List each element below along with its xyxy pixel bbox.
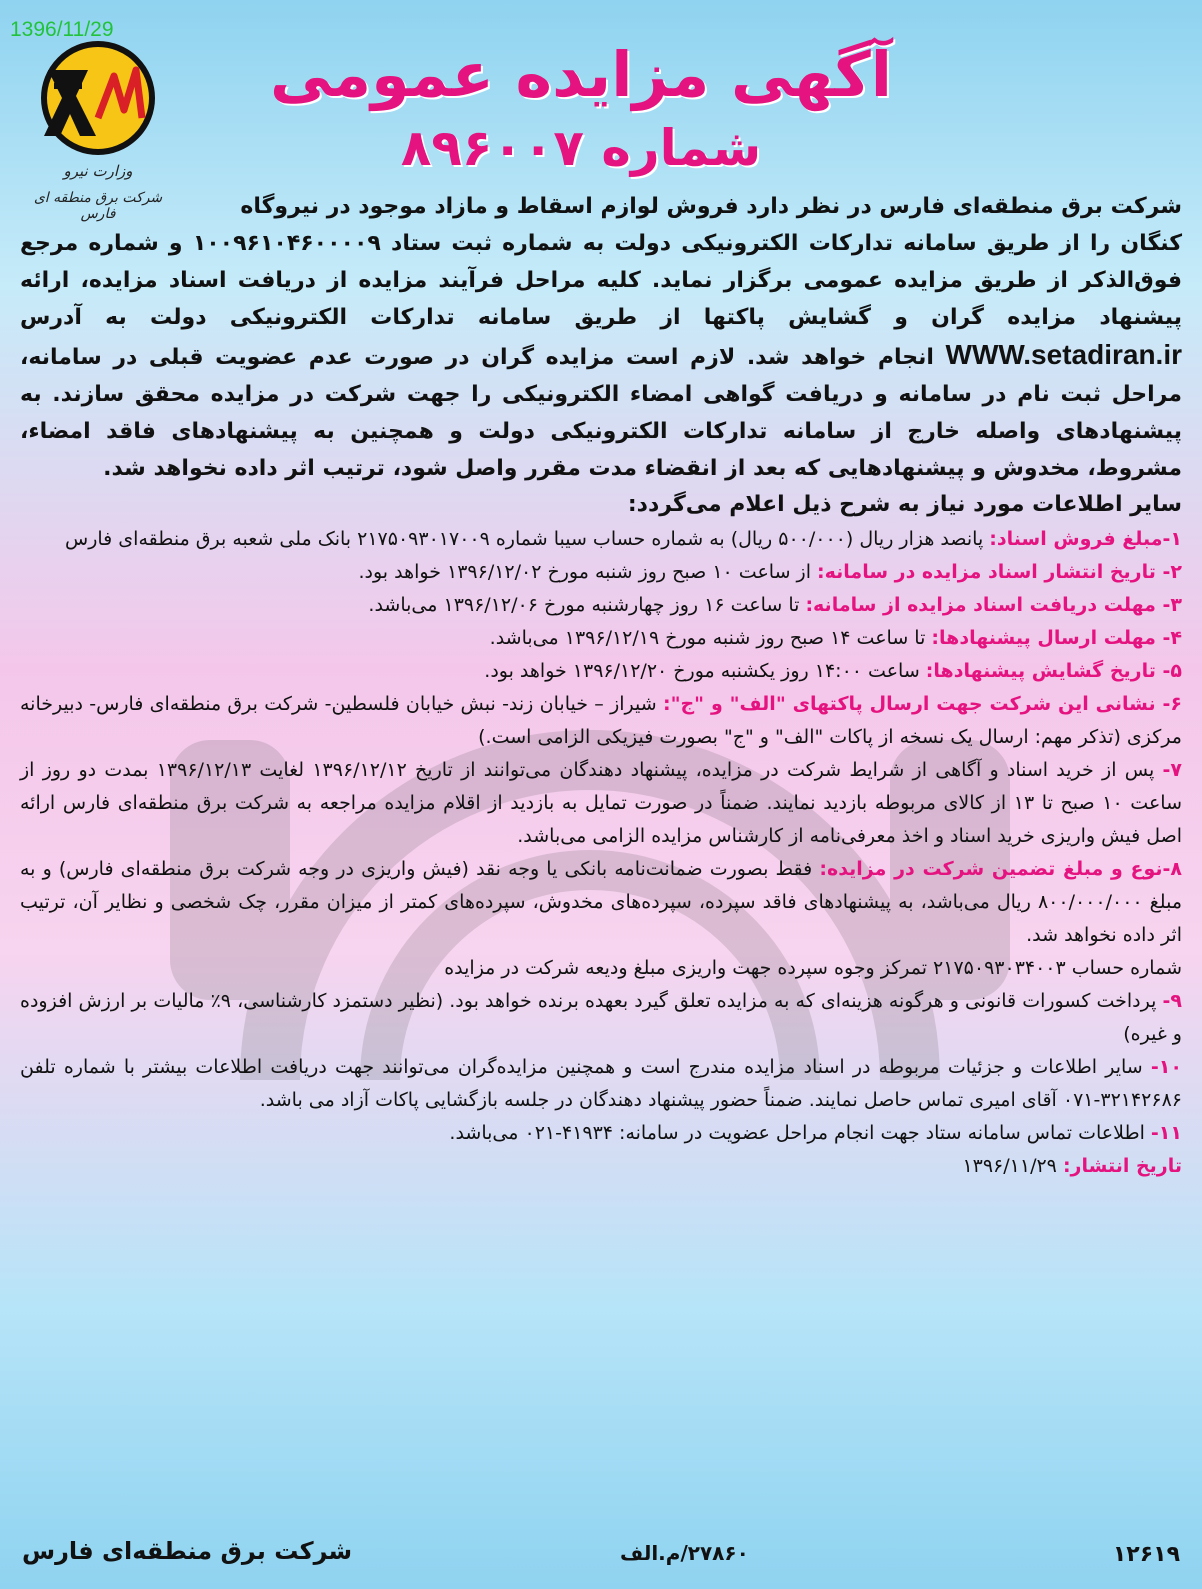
item-3-label: ۳- مهلت دریافت اسناد مزایده از سامانه: bbox=[805, 594, 1182, 616]
item-7-label: ۷- bbox=[1162, 759, 1182, 781]
publish-date-label: تاریخ انتشار: bbox=[1062, 1155, 1182, 1177]
publish-date-value: ۱۳۹۶/۱۱/۲۹ bbox=[962, 1155, 1057, 1177]
item-8 bbox=[20, 853, 1182, 952]
item-4-text: تا ساعت ۱۴ صبح روز شنبه مورخ ۱۳۹۶/۱۲/۱۹ می‌باشد. bbox=[489, 627, 926, 649]
item-6-text: شیراز – خیابان زند- نبش خیابان فلسطین- شرکت برق منطقه‌ای فارس- دبیرخانه مرکزی (تذکر مهم: ارسال یک نسخه از پاکات "الف" و "ج" بصورت فیزیکی الزامی است.) bbox=[20, 693, 1182, 748]
footer-number: ۱۲۶۱۹ bbox=[1112, 1542, 1180, 1567]
footer-company-name: شرکت برق منطقه‌ای فارس bbox=[22, 1537, 353, 1565]
ad-title: آگهی مزایده عمومی bbox=[270, 38, 892, 111]
logo-ministry-text: وزارت نیرو bbox=[63, 162, 133, 180]
item-3 bbox=[20, 589, 1182, 622]
item-1-text: پانصد هزار ریال (۵۰۰/۰۰۰ ریال) به شماره حساب سیبا شماره ۲۱۷۵۰۹۳۰۱۷۰۰۹ بانک ملی شعبه برق منطقه‌ای فارس bbox=[65, 528, 984, 550]
item-4-label: ۴- مهلت ارسال پیشنهادها: bbox=[931, 627, 1182, 649]
item-9-text: پرداخت کسورات قانونی و هرگونه هزینه‌ای که به مزایده تعلق گیرد بعهده برنده خواهد بود. (نظیر دستمزد کارشناسی، ۹٪ مالیات بر ارزش افزوده و غیره) bbox=[20, 990, 1182, 1045]
item-3-text: تا ساعت ۱۶ روز چهارشنبه مورخ ۱۳۹۶/۱۲/۰۶ می‌باشد. bbox=[368, 594, 800, 616]
item-11-text: اطلاعات تماس سامانه ستاد جهت انجام مراحل عضویت در سامانه: ۴۱۹۳۴-۰۲۱ می‌باشد. bbox=[449, 1122, 1145, 1144]
date-stamp: 1396/11/29 bbox=[10, 18, 114, 41]
other-info-heading: سایر اطلاعات مورد نیاز به شرح ذیل اعلام می‌گردد: bbox=[627, 492, 1182, 517]
power-company-emblem-icon bbox=[18, 40, 178, 160]
item-1-label: ۱-مبلغ فروش اسناد: bbox=[989, 528, 1182, 550]
intro-paragraph-part3: انجام خواهد شد. لازم است مزایده گران در صورت عدم عضویت قبلی در سامانه، مراحل ثبت نام در سامانه و دریافت گواهی امضاء الکترونیکی را جهت شرکت در مزایده محقق سازند. به پیشنهادهای واصله خارج از سامانه تدارکات الکترونیکی دولت و همچنین به پیشنهادهای فاقد امضاء، مشروط، مخدوش و پیشنهادهایی که بعد از انقضاء مدت مقرر واصل شود، ترتیب اثر داده نخواهد شد. bbox=[20, 345, 1182, 481]
item-5-label: ۵- تاریخ گشایش پیشنهادها: bbox=[925, 660, 1182, 682]
item-1 bbox=[20, 523, 1182, 556]
item-11-label: ۱۱- bbox=[1150, 1122, 1182, 1144]
item-4 bbox=[20, 622, 1182, 655]
item-2-text: از ساعت ۱۰ صبح روز شنبه مورخ ۱۳۹۶/۱۲/۰۲ خواهد بود. bbox=[358, 561, 811, 583]
item-8-label: ۸-نوع و مبلغ تضمین شرکت در مزایده: bbox=[819, 858, 1182, 880]
item-10 bbox=[20, 1051, 1182, 1117]
item-5 bbox=[20, 655, 1182, 688]
ad-number: شماره ۸۹۶۰۰۷ bbox=[400, 119, 762, 177]
item-11 bbox=[20, 1117, 1182, 1150]
intro-paragraph-line1: شرکت برق منطقه‌ای فارس در نظر دارد فروش لوازم اسقاط و مازاد موجود در نیروگاه bbox=[240, 194, 1182, 219]
item-7-text: پس از خرید اسناد و آگاهی از شرایط شرکت در مزایده، پیشنهاد دهندگان می‌توانند از تاریخ ۱۳۹۶/۱۲/۱۲ لغایت ۱۳۹۶/۱۲/۱۳ بمدت دو روز از ساعت ۱۰ صبح تا ۱۳ از کالای مربوطه بازدید نمایند. ضمناً در صورت تمایل به بازدید از اقلام مزایده مراجعه به شرکت برق منطقه‌ای فارس ارائه اصل فیش واریزی خرید اسناد و اخذ معرفی‌نامه از کارشناس مزایده الزامی می‌باشد. bbox=[20, 759, 1182, 847]
item-8-text: فقط بصورت ضمانت‌نامه بانکی یا وجه نقد (فیش واریزی در وجه شرکت برق منطقه‌ای فارس) و به مبلغ ۸۰۰/۰۰۰/۰۰۰ ریال می‌باشد، به پیشنهادهای فاقد سپرده، سپرده‌های مخدوش، سپرده‌های کمتر از میزان مقرر، چک شخصی و نظایر آن، ترتیب اثر داده نخواهد شد. bbox=[20, 858, 1182, 946]
logo-company-text: شرکت برق منطقه ای فارس bbox=[33, 190, 163, 222]
item-5-text: ساعت ۱۴:۰۰ روز یکشنبه مورخ ۱۳۹۶/۱۲/۲۰ خواهد بود. bbox=[484, 660, 920, 682]
ad-body bbox=[20, 188, 1182, 1183]
footer-code: ۲۷۸۶۰/م.الف bbox=[620, 1541, 749, 1565]
item-2-label: ۲- تاریخ انتشار اسناد مزایده در سامانه: bbox=[817, 561, 1182, 583]
item-10-text: سایر اطلاعات و جزئیات مربوطه در اسناد مزایده مندرج است و همچنین مزایده‌گران می‌توانند جهت دریافت اطلاعات بیشتر با شماره تلفن ۳۲۱۴۲۶۸۶-۰۷۱ آقای امیری تماس حاصل نمایند. ضمناً حضور پیشنهاد دهندگان در جلسه بازگشایی پاکات آزاد می باشد. bbox=[20, 1056, 1182, 1111]
intro-paragraph bbox=[20, 225, 1182, 487]
intro-paragraph-part2: کنگان را از طریق سامانه تدارکات الکترونیکی دولت به شماره ثبت ستاد ۱۰۰۹۶۱۰۴۶۰۰۰۰۹ و شماره مرجع فوق‌الذکر از طریق مزایده عمومی برگزار نماید. کلیه مراحل فرآیند مزایده از دریافت اسناد مزایده، ارائه پیشنهاد مزایده گران و گشایش پاکتها از طریق سامانه تدارکات الکترونیکی دولت به آدرس bbox=[20, 231, 1183, 330]
item-8-account-text: شماره حساب ۲۱۷۵۰۹۳۰۳۴۰۰۳ تمرکز وجوه سپرده جهت واریزی مبلغ ودیعه شرکت در مزایده bbox=[444, 957, 1182, 979]
item-9-label: ۹- bbox=[1162, 990, 1182, 1012]
item-9 bbox=[20, 985, 1182, 1051]
publish-date bbox=[20, 1150, 1182, 1183]
item-7 bbox=[20, 754, 1182, 853]
item-6 bbox=[20, 688, 1182, 754]
item-6-label: ۶- نشانی این شرکت جهت ارسال پاکتهای "الف" و "ج": bbox=[662, 693, 1183, 715]
item-2 bbox=[20, 556, 1182, 589]
website-link[interactable]: WWW.setadiran.ir bbox=[945, 339, 1182, 370]
item-8-account bbox=[20, 952, 1182, 985]
item-10-label: ۱۰- bbox=[1150, 1056, 1182, 1078]
